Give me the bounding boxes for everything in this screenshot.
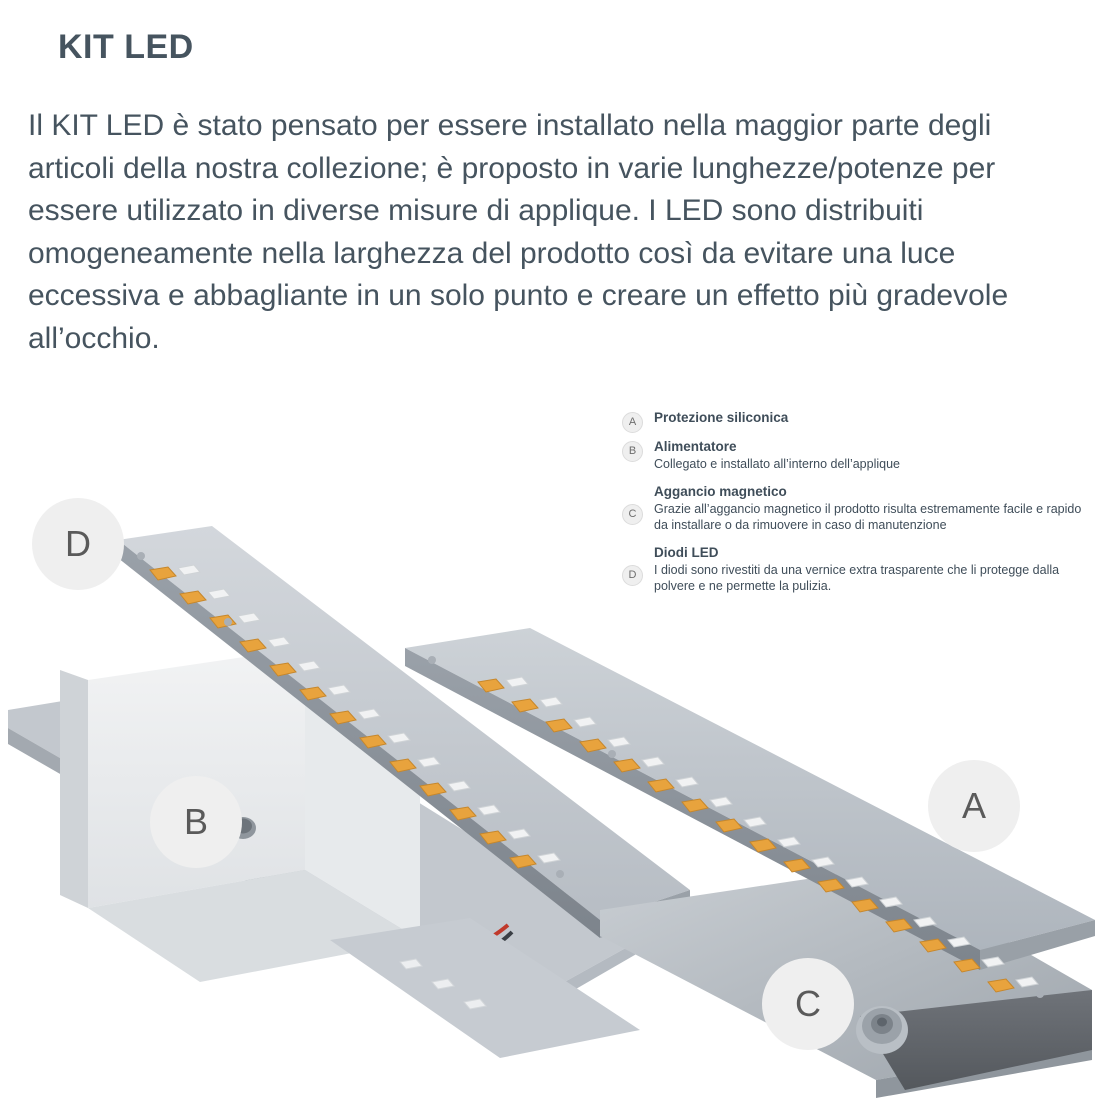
callout-c: C xyxy=(762,958,854,1050)
intro-paragraph: Il KIT LED è stato pensato per essere installato nella maggior parte degli articoli della nostra collezione; è proposto in varie lunghezze/potenze per essere utilizzato in diverse misure di applique. I LED sono distribuiti omogeneamente nella larghezza del prodotto così da evitare una luce eccessiva e abbagliante in un solo punto e creare un effetto più gradevole all’occhio. xyxy=(28,109,1009,355)
legend-desc-c: Grazie all’aggancio magnetico il prodotto risulta estremamente facile e rapido da installare o da rimuovere in caso di manutenzione xyxy=(654,501,1082,532)
legend-item-a xyxy=(622,410,1092,427)
legend-item-b xyxy=(622,439,1092,472)
legend-desc-d: I diodi sono rivestiti da una vernice extra trasparente che li protegge dalla polvere e ne permette la pulizia. xyxy=(654,562,1060,593)
callout-a: A xyxy=(928,760,1020,852)
magnetic-mount xyxy=(856,1006,908,1054)
legend-badge-b: B xyxy=(622,441,643,462)
legend-desc-b: Collegato e installato all’interno dell’applique xyxy=(654,456,900,471)
callout-d: D xyxy=(32,498,124,590)
legend-title-d: Diodi LED xyxy=(654,544,719,560)
legend-title-c: Aggancio magnetico xyxy=(654,483,787,499)
page-title: KIT LED xyxy=(58,28,194,66)
legend-badge-d: D xyxy=(622,565,643,586)
legend-title-b: Alimentatore xyxy=(654,438,737,454)
legend-badge-c: C xyxy=(622,504,643,525)
legend-badge-a: A xyxy=(622,412,643,433)
legend-title-a: Protezione siliconica xyxy=(654,410,789,425)
callout-b: B xyxy=(150,776,242,868)
